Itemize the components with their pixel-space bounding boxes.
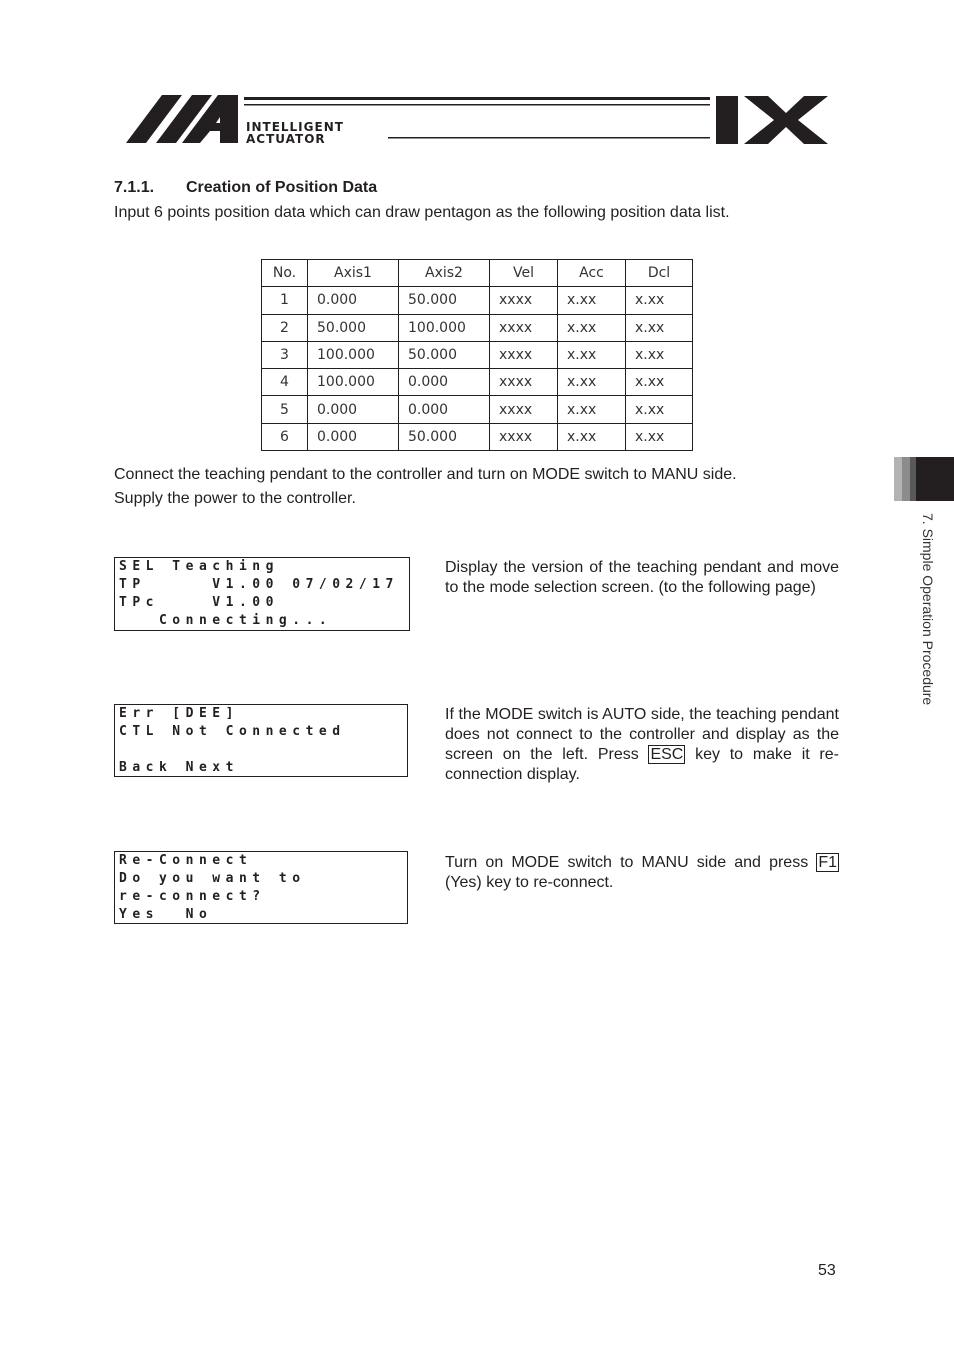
table-row (262, 369, 693, 396)
table-cell: x.xx (626, 423, 693, 450)
table-cell: xxxx (490, 341, 558, 368)
column-header: Vel (490, 260, 558, 287)
table-cell: 0.000 (399, 396, 490, 423)
logo-text-actuator: ACTUATOR (246, 132, 326, 146)
logo-text-intelligent: INTELLIGENT (246, 120, 344, 134)
table-cell: xxxx (490, 369, 558, 396)
table-row (262, 287, 693, 314)
table-cell: x.xx (558, 369, 626, 396)
screen-line (115, 741, 407, 759)
table-cell: xxxx (490, 423, 558, 450)
section-title: Creation of Position Data (186, 179, 378, 196)
section-number: 7.1.1. (114, 179, 155, 196)
screen-line: TP V1.00 07/02/17 (119, 577, 399, 592)
esc-key-label: ESC (650, 746, 684, 763)
pendant-screen-version (114, 557, 410, 631)
column-header: No. (262, 260, 308, 287)
table-cell: x.xx (558, 423, 626, 450)
table-header-row (262, 260, 693, 287)
table-cell: 1 (262, 287, 308, 314)
table-cell: xxxx (490, 287, 558, 314)
screen-line: Re-Connect (119, 853, 253, 868)
description-text: Turn on MODE switch to MANU side and press (445, 854, 817, 871)
pendant-screen-error (114, 704, 408, 777)
table-cell: 3 (262, 341, 308, 368)
screen-line: SEL Teaching (119, 559, 279, 574)
table-cell: 100.000 (399, 314, 490, 341)
table-row (262, 314, 693, 341)
description-text: (Yes) key to re-connect. (445, 874, 614, 891)
table-row (262, 341, 693, 368)
table-cell: 5 (262, 396, 308, 423)
column-header: Acc (558, 260, 626, 287)
screen-line: Back Next (119, 760, 239, 775)
description-text: key to make it re-connection display. (445, 746, 839, 783)
screen-line: TPc V1.00 (119, 595, 279, 610)
screen-line: Connecting... (119, 613, 333, 628)
description-text: If the MODE switch is AUTO side, the teaching pendant does not connect to the controller and display as the screen on the left. Press (445, 706, 839, 763)
table-row (262, 396, 693, 423)
table-cell: 100.000 (308, 341, 399, 368)
screen-line: CTL Not Connected (119, 724, 346, 739)
table-cell: 6 (262, 423, 308, 450)
table-cell: x.xx (558, 314, 626, 341)
position-data-table (261, 259, 693, 451)
chapter-side-label (916, 513, 936, 743)
screen-line: Err [DEE] (119, 706, 239, 721)
chapter-tab-marker (894, 457, 954, 501)
table-cell: xxxx (490, 314, 558, 341)
screen-line: Do you want to (119, 871, 306, 886)
table-cell: 50.000 (399, 287, 490, 314)
table-cell: 2 (262, 314, 308, 341)
section-heading (114, 179, 377, 197)
column-header: Axis2 (399, 260, 490, 287)
table-cell: 0.000 (308, 287, 399, 314)
screen-description: Display the version of the teaching pendant and move to the mode selection screen. (to the following page) (445, 559, 839, 596)
table-cell: 50.000 (308, 314, 399, 341)
pendant-screen-reconnect (114, 851, 408, 924)
connect-instructions (114, 463, 737, 511)
screen-description (445, 705, 839, 785)
table-cell: x.xx (626, 369, 693, 396)
table-cell: 50.000 (399, 423, 490, 450)
column-header: Dcl (626, 260, 693, 287)
table-cell: 100.000 (308, 369, 399, 396)
table-cell: 0.000 (308, 423, 399, 450)
screen-line: re-connect? (119, 889, 266, 904)
table-cell: x.xx (626, 287, 693, 314)
table-cell: x.xx (558, 287, 626, 314)
connect-line: Connect the teaching pendant to the controller and turn on MODE switch to MANU side. (114, 466, 737, 483)
table-cell: 4 (262, 369, 308, 396)
intro-paragraph: Input 6 points position data which can draw pentagon as the following position data list. (114, 204, 730, 221)
table-cell: x.xx (626, 396, 693, 423)
page-number: 53 (818, 1262, 836, 1279)
screen-line: Yes No (119, 907, 213, 922)
screen-description (445, 853, 839, 893)
table-cell: x.xx (626, 341, 693, 368)
table-cell: 0.000 (399, 369, 490, 396)
table-cell: 50.000 (399, 341, 490, 368)
table-cell: xxxx (490, 396, 558, 423)
table-row (262, 423, 693, 450)
table-cell: 0.000 (308, 396, 399, 423)
table-cell: x.xx (558, 341, 626, 368)
company-logo (126, 93, 828, 147)
column-header: Axis1 (308, 260, 399, 287)
f1-key-label: F1 (818, 854, 837, 871)
table-cell: x.xx (626, 314, 693, 341)
table-cell: x.xx (558, 396, 626, 423)
chapter-title: 7. Simple Operation Procedure (920, 513, 936, 706)
power-line: Supply the power to the controller. (114, 490, 356, 507)
